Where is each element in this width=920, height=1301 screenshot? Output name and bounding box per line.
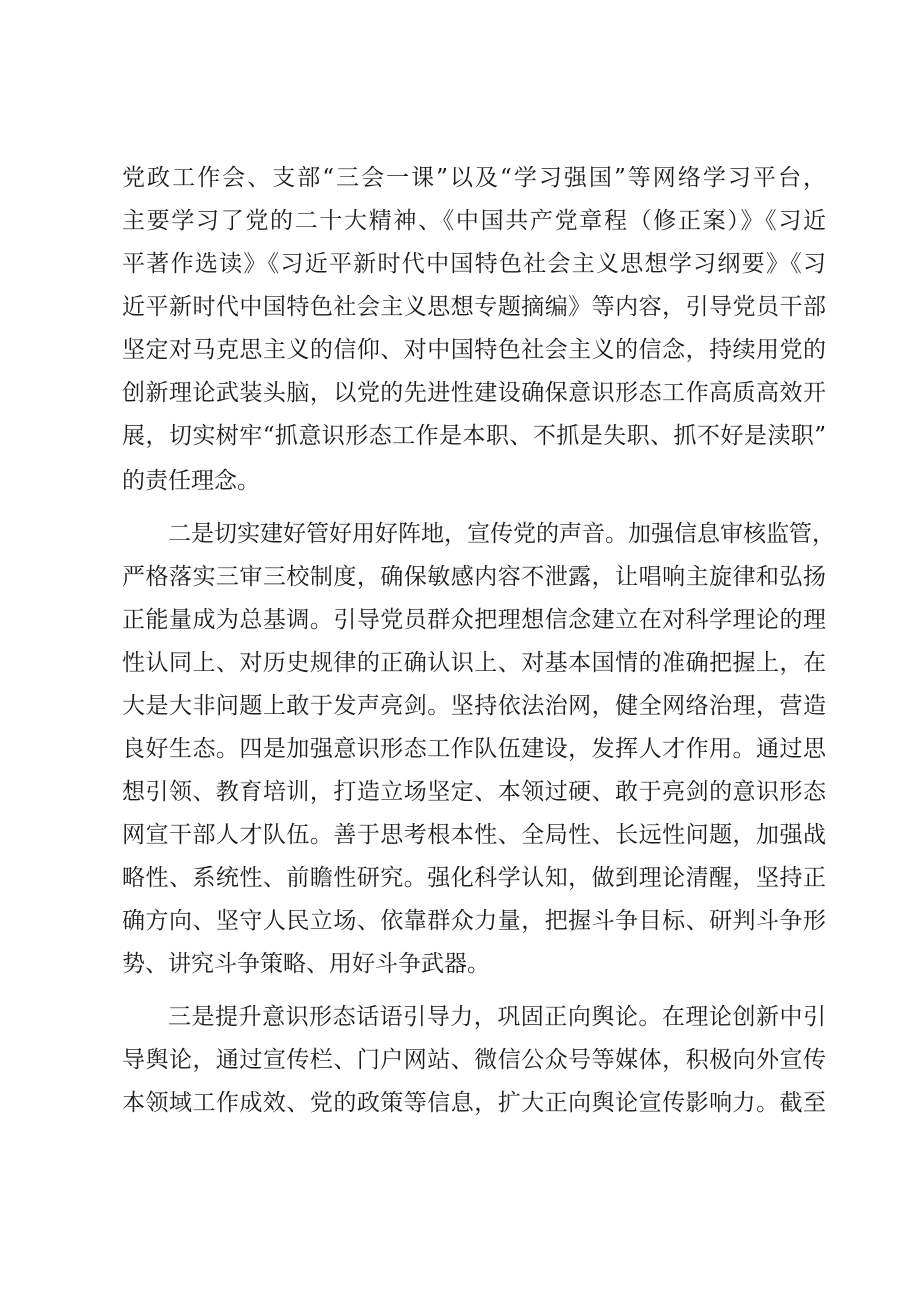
text-line: 展，切实树牢“抓意识形态工作是本职、不抓是失职、抓不好是渎职” <box>122 423 826 449</box>
text-line: 严格落实三审三校制度，确保敏感内容不泄露，让唱响主旋律和弘扬 <box>122 564 826 590</box>
text-line: 想引领、教育培训，打造立场坚定、本领过硬、敢于亮剑的意识形态 <box>122 779 826 805</box>
text-line: 的责任理念。 <box>122 468 260 494</box>
text-line: 导舆论，通过宣传栏、门户网站、微信公众号等媒体，积极向外宣传 <box>122 1047 826 1073</box>
text-line: 党政工作会、支部“三会一课”以及“学习强国”等网络学习平台， <box>122 165 826 191</box>
text-line: 网宣干部人才队伍。善于思考根本性、全局性、长远性问题，加强战 <box>122 822 826 848</box>
text-line: 主要学习了党的二十大精神、《中国共产党章程（修正案）》《习近 <box>122 208 826 234</box>
text-line: 近平新时代中国特色社会主义思想专题摘编》等内容，引导党员干部 <box>122 294 826 320</box>
text-line: 二是切实建好管好用好阵地，宣传党的声音。加强信息审核监管， <box>168 521 835 547</box>
text-line: 良好生态。四是加强意识形态工作队伍建设，发挥人才作用。通过思 <box>122 736 826 762</box>
text-line: 确方向、坚守人民立场、依靠群众力量，把握斗争目标、研判斗争形 <box>122 908 826 934</box>
text-line: 略性、系统性、前瞻性研究。强化科学认知，做到理论清醒，坚持正 <box>122 865 826 891</box>
text-line: 势、讲究斗争策略、用好斗争武器。 <box>122 951 490 977</box>
text-line: 大是大非问题上敢于发声亮剑。坚持依法治网，健全网络治理，营造 <box>122 693 826 719</box>
text-line: 创新理论武装头脑，以党的先进性建设确保意识形态工作高质高效开 <box>122 380 826 406</box>
text-line: 平著作选读》《习近平新时代中国特色社会主义思想学习纲要》《习 <box>122 251 826 277</box>
text-line: 坚定对马克思主义的信仰、对中国特色社会主义的信念，持续用党的 <box>122 337 826 363</box>
text-line: 本领域工作成效、党的政策等信息，扩大正向舆论宣传影响力。截至 <box>122 1090 826 1116</box>
text-line: 性认同上、对历史规律的正确认识上、对基本国情的准确把握上，在 <box>122 650 826 676</box>
text-line: 三是提升意识形态话语引导力，巩固正向舆论。在理论创新中引 <box>168 1004 826 1030</box>
text-line: 正能量成为总基调。引导党员群众把理想信念建立在对科学理论的理 <box>122 607 826 633</box>
